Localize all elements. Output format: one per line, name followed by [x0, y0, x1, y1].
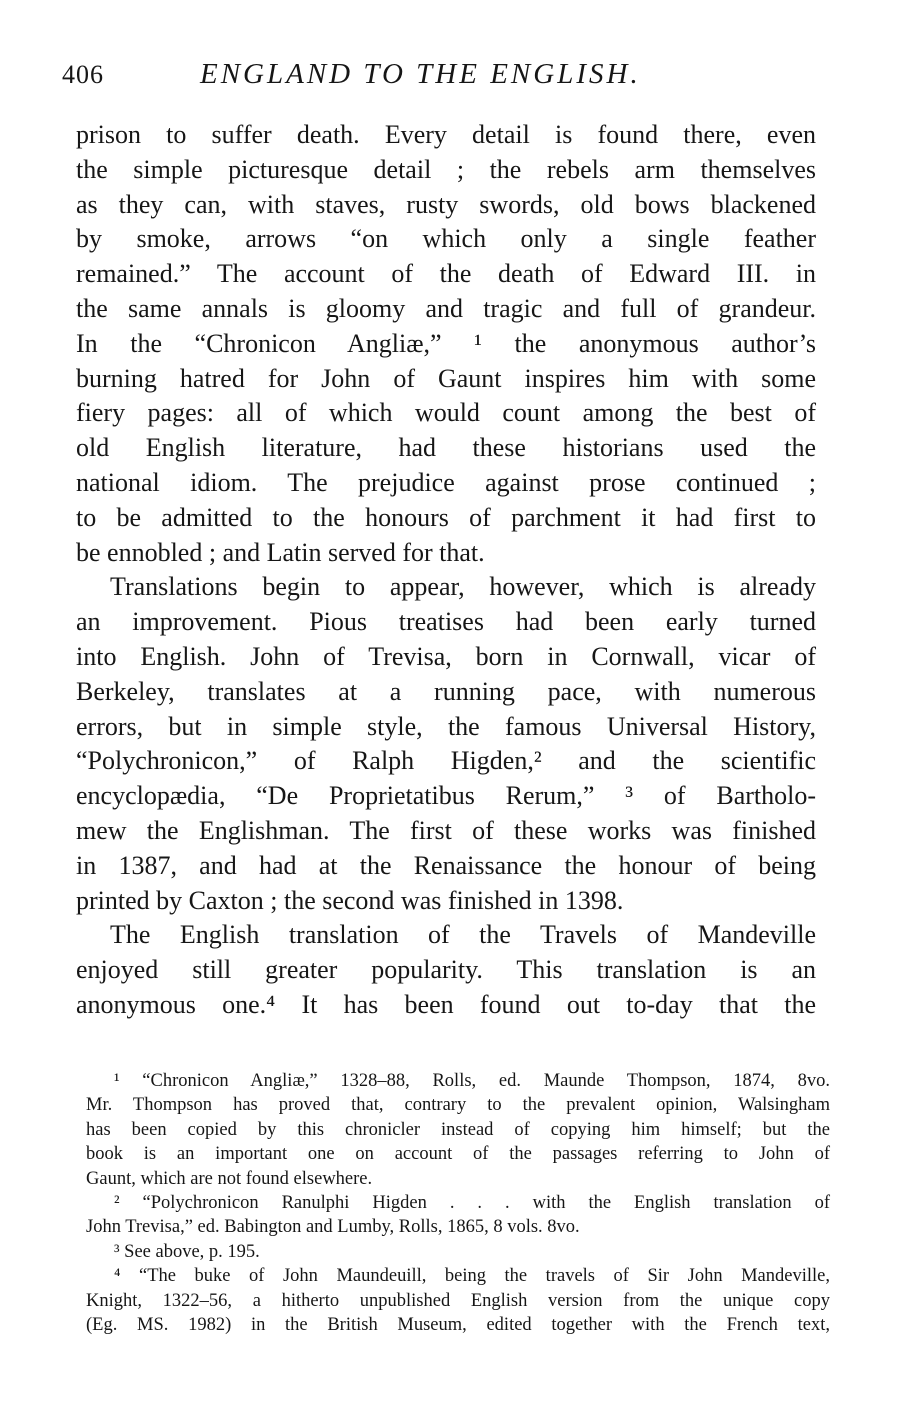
footnote-line: ¹ “Chronicon Angliæ,” 1328–88, Rolls, ed. Maunde Thompson, 1874, 8vo. [114, 1071, 830, 1091]
body-line: printed by Caxton ; the second was finished in 1398. [76, 885, 624, 915]
body-line: the same annals is gloomy and tragic and full of grandeur. [76, 293, 816, 323]
body-line: as they can, with staves, rusty swords, old bows blackened [76, 189, 816, 219]
footnote-line: ² “Polychronicon Ranulphi Higden . . . with the English translation of [114, 1192, 830, 1213]
body-line: the simple picturesque detail ; the rebels arm themselves [76, 154, 816, 184]
body-line: anonymous one.⁴ It has been found out to-day that the [76, 989, 816, 1019]
body-line: In the “Chronicon Angliæ,” ¹ the anonymous author’s [76, 328, 816, 358]
body-line: remained.” The account of the death of Edward III. in [76, 259, 816, 289]
running-title: ENGLAND TO THE ENGLISH. [200, 58, 641, 90]
page-number: 406 [62, 60, 104, 89]
body-line: prison to suffer death. Every detail is found there, even [76, 120, 816, 149]
footnote-line: book is an important one on account of the passages referring to John of [86, 1144, 830, 1165]
paragraph-start-line: The English translation of the Travels of Mandeville [110, 920, 816, 950]
footnote-line: John Trevisa,” ed. Babington and Lumby, Rolls, 1865, 8 vols. 8vo. [86, 1217, 580, 1238]
body-line: “Polychronicon,” of Ralph Higden,² and the scientific [76, 746, 816, 776]
body-line: into English. John of Trevisa, born in Cornwall, vicar of [76, 641, 816, 671]
body-line: old English literature, had these historians used the [76, 433, 816, 463]
footnotes [86, 1069, 830, 1337]
body-line: in 1387, and had at the Renaissance the honour of being [76, 850, 816, 880]
body-line: encyclopædia, “De Proprietatibus Rerum,” ³ of Bartholo- [76, 781, 816, 811]
body-line: enjoyed still greater popularity. This translation is an [76, 955, 816, 985]
body-line: be ennobled ; and Latin served for that. [76, 537, 485, 567]
footnote-line: has been copied by this chronicler instead of copying him himself; but the [86, 1119, 830, 1140]
body-line: national idiom. The prejudice against prose continued ; [76, 467, 816, 497]
footnote-line: Mr. Thompson has proved that, contrary to the prevalent opinion, Walsingham [86, 1095, 830, 1116]
body-line: to be admitted to the honours of parchment it had first to [76, 502, 816, 532]
body-text [76, 118, 816, 1023]
footnote-line: ⁴ “The buke of John Maundeuill, being the travels of Sir John Mandeville, [114, 1266, 830, 1287]
footnote-line: (Eg. MS. 1982) in the British Museum, edited together with the French text, [86, 1314, 830, 1335]
footnote-line: Gaunt, which are not found elsewhere. [86, 1168, 373, 1189]
body-line: by smoke, arrows “on which only a single feather [76, 224, 816, 254]
body-line: an improvement. Pious treatises had been early turned [76, 607, 816, 637]
page-header [62, 58, 822, 98]
body-line: mew the Englishman. The first of these works was finished [76, 815, 816, 845]
paragraph-start-line: Translations begin to appear, however, which is already [110, 572, 816, 602]
body-line: Berkeley, translates at a running pace, with numerous [76, 676, 816, 706]
body-line: fiery pages: all of which would count among the best of [76, 398, 816, 428]
footnote-line: Knight, 1322–56, a hitherto unpublished English version from the unique copy [86, 1290, 830, 1311]
body-line: errors, but in simple style, the famous Universal History, [76, 711, 816, 741]
footnote-line: ³ See above, p. 195. [114, 1241, 260, 1262]
body-line: burning hatred for John of Gaunt inspires him with some [76, 363, 816, 393]
